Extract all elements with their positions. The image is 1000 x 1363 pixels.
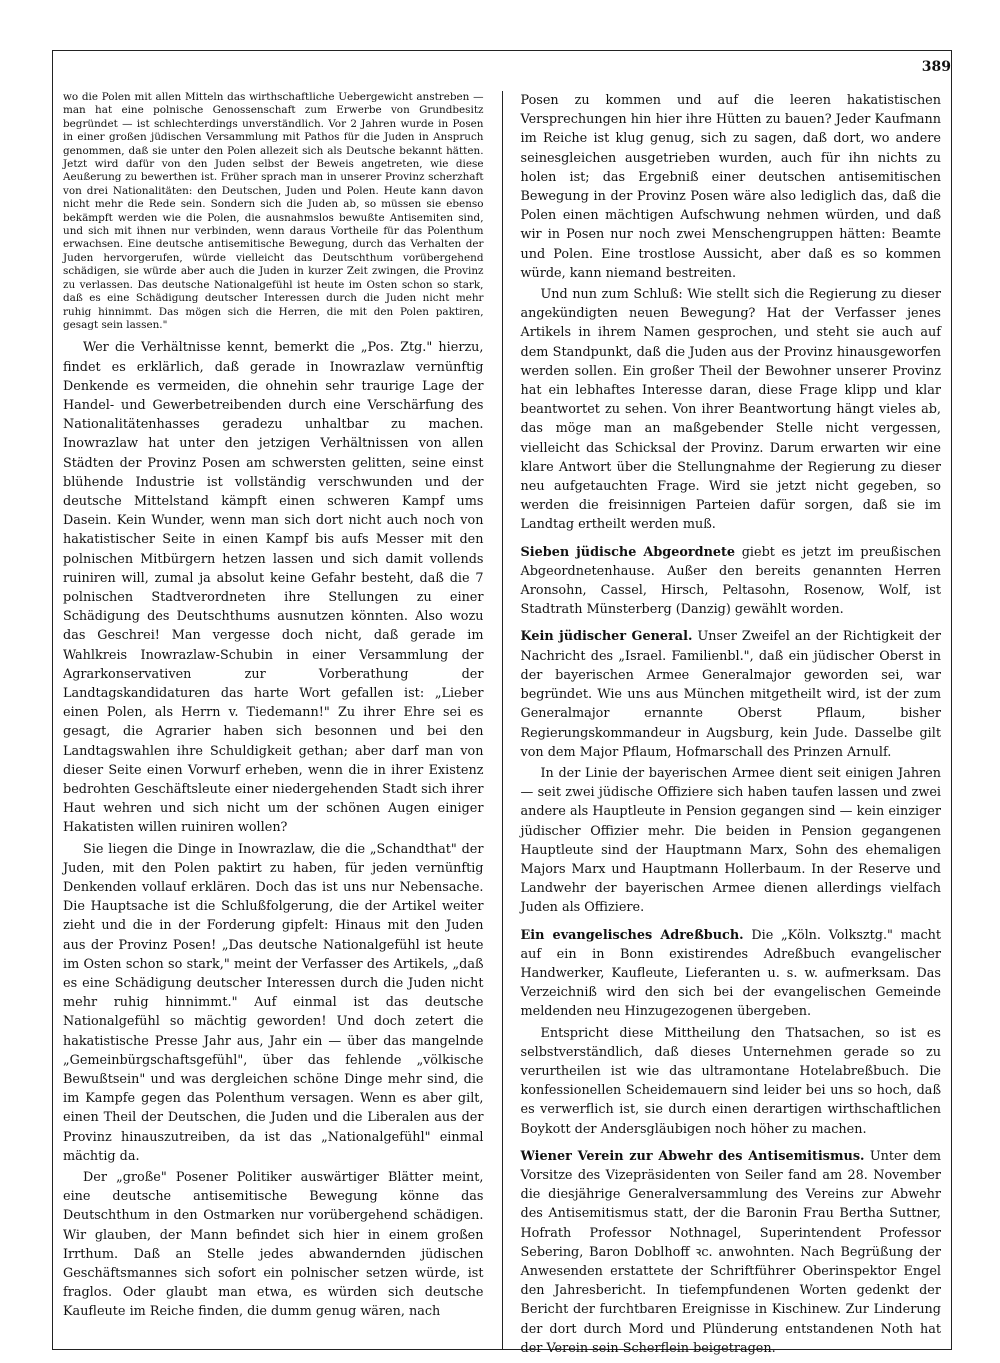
paragraph: Und nun zum Schluß: Wie stellt sich die Regierung zu dieser angekündigten neuen Bewegung? Hat der Verfasser jenes Artikels in ihrem Namen gesprochen, und steht sie auch auf dem Standpunkt, daß die Juden aus der Provinz hinausgeworfen werden sollen. Ein großer Theil der Bewohner unserer Provinz hat ein lebhaftes Interesse daran, diese Frage klipp und klar beantwortet zu sehen. Von ihrer Beantwortung hängt vieles ab, das möge man an maßgebender Stelle nicht vergessen, vielleicht das Schicksal der Provinz. Darum erwarten wir eine klare Antwort über die Stellungnahme der Regierung zu dieser neu aufgetauchten Frage. Wird sie jetzt nicht gegeben, so werden die freisinnigen Parteien dafür sorgen, daß sie im Landtag ertheilt werden muß.: [520, 287, 941, 533]
news-text: Unter dem Vorsitze des Vizepräsidenten von Seiler fand am 28. November die diesjährige Generalversammlung des Vereins zur Abwehr des Antisemitismus statt, der die Baronin Frau Bertha Suttner, Hofrath Professor Nothnagel, Superintendent Professor Sebering, Baron Doblhoff ꝛc. anwohnten. Nach Begrüßung der Anwesenden erstattete der Schriftführer Oberinspektor Engel den Jahresbericht. In tiefempfundenen Worten gedenkt der Bericht der furchtbaren Ereignisse in Kischinew. Zur Linderung der dort durch Mord und Plünderung entstandenen Noth hat der Verein sein Scherflein beigetragen.: [520, 1148, 941, 1356]
paragraph: Sie liegen die Dinge in Inowrazlaw, die die „Schandthat" der Juden, mit den Polen paktirt zu haben, für jeden vernünftig Denkenden vollauf erklären. Doch das ist uns nur Nebensache. Die Hauptsache ist die Schlußfolgerung, die der Artikel weiter zieht und die in der Forderung gipfelt: Hinaus mit den Juden aus der Provinz Posen! „Das deutsche Nationalgefühl ist heute im Osten schon so stark," meint der Verfasser des Artikels, „daß es eine Schädigung deutscher Interessen durch die Juden nicht mehr ruhig hinnimmt." Auf einmal ist das deutsche Nationalgefühl so mächtig geworden! Und doch zetert die hakatistische Presse Jahr aus, Jahr ein — über das mangelnde „Gemeinbürgschaftsgefühl", über das fehlende „völkische Bewußtsein" und was dergleichen schöne Dinge mehr sind, die im Kampfe gegen das Polenthum versagen. Wenn es aber gilt, einen Theil der Deutschen, die Juden und die Liberalen aus der Provinz hinauszutreiben, da ist das „Nationalgefühl" einmal mächtig da.: [63, 841, 484, 1164]
news-item-jewish-deputies: [521, 543, 942, 620]
paragraph: Wer die Verhältnisse kennt, bemerkt die „Pos. Ztg." hierzu, findet es erklärlich, daß gerade in Inowrazlaw vernünftig Denkende es vermeiden, die ohnehin sehr traurige Lage der Handel- und Gewerbetreibenden durch eine Verschärfung des Nationalitätenhasses geradezu unhaltbar zu machen. Inowrazlaw hat unter den jetzigen Verhältnissen von allen Städten der Provinz Posen am schwersten gelitten, seine einst blühende Industrie ist vollständig verschwunden und der deutsche Mittelstand kämpft einen schweren Kampf ums Dasein. Kein Wunder, wenn man sich dort nicht auch noch von hakatistischer Seite in einen Kampf bis aufs Messer mit den polnischen Mitbürgern hetzen lassen und sich damit vollends ruiniren will, zumal ja absolut keine Gefahr besteht, daß die 7 polnischen Stadtverordneten ihre Stellungen zu einer Schädigung des Deutschthums ausnutzen könnten. Also wozu das Geschrei! Man vergesse doch nicht, daß gerade im Wahlkreis Inowrazlaw-Schubin in einer Versammlung der Agrarkonservativen zur Vorberathung der Landtagskandidaturen das harte Wort gefallen ist: „Lieber einen Polen, als Herrn v. Tiedemann!" Zu ihrer Ehre sei es gesagt, die Agrarier haben sich besonnen und bei den Landtagswahlen ihre Schuldigkeit gethan; aber darf man von dieser Seite einen Vorwurf erheben, wenn die in ihrer Existenz bedrohten Geschäftsleute einer niedergehenden Stadt sich ihrer Haut wehren und sich nicht um der schönen Augen einiger Hakatisten willen ruiniren wollen?: [63, 340, 484, 836]
news-headline: Ein evangelisches Adreßbuch.: [520, 927, 744, 943]
news-item-address-book: [521, 926, 942, 1022]
news-headline: Sieben jüdische Abgeordnete: [520, 544, 736, 560]
news-headline: Kein jüdischer General.: [520, 629, 693, 645]
paragraph: In der Linie der bayerischen Armee dient seit einigen Jahren — seit zwei jüdische Offiziere sich haben taufen lassen und zwei andere als Hauptleute in Pension gegangen sind — kein einziger jüdischer Offizier mehr. Die beiden in Pension gegangenen Hauptleute sind der Hauptmann Marx, Sohn des ehemaligen Majors Marx und Hauptmann Hollerbaum. In der Reserve und Landwehr der bayerischen Armee dienen allerdings vielfach Juden als Offiziere.: [520, 765, 941, 916]
news-text: giebt es jetzt im preußischen Abgeordnetenhause. Außer den bereits genannten Herren Aronsohn, Cassel, Hirsch, Peltasohn, Rosenow, Wolf, ist Stadtrath Münsterberg (Danzig) gewählt worden.: [520, 544, 941, 618]
page-number: 389: [921, 59, 951, 75]
left-column: [63, 91, 484, 1349]
newspaper-page: [52, 50, 952, 1356]
right-column: [520, 91, 942, 1356]
text-columns: [63, 91, 941, 1356]
paragraph: Posen zu kommen und auf die leeren hakatistischen Versprechungen hin hier ihre Hütten zu bauen? Jeder Kaufmann im Reiche ist klug genug, sich zu sagen, daß dort, wo andere seinesgleichen ausgetrieben wurden, auch für ihn nichts zu holen ist; das Ergebniß einer deutschen antisemitischen Bewegung in der Provinz Posen wäre also lediglich das, daß die Polen einen mächtigen Aufschwung nehmen würden, und daß wir in Posen nur noch zwei Menschengruppen hätten: Beamte und Polen. Eine trostlose Aussicht, aber daß es so kommen würde, kann niemand bestreiten.: [520, 93, 941, 281]
news-item-jewish-general: [521, 627, 942, 761]
news-item-vienna-association: [521, 1147, 942, 1358]
column-divider: [502, 91, 503, 1349]
quoted-article-excerpt: wo die Polen mit allen Mitteln das wirthschaftliche Uebergewicht anstreben — man hat eine polnische Genossenschaft zum Erwerbe von Grundbesitz begründet — ist schlechterdings unverständlich. Vor 2 Jahren wurde in Posen in einer großen jüdischen Versammlung mit Pathos für die Juden in Anspruch genommen, daß sie unter den Polen allezeit sich als Deutsche bekannt hätten. Jetzt wird dafür von den Juden selbst der Beweis angetreten, wie diese Aeußerung zu bewerthen ist. Früher sprach man in unserer Provinz scherzhaft von drei Nationalitäten: den Deutschen, Juden und Polen. Heute kann davon nicht mehr die Rede sein. Sondern sich die Juden ab, so müssen sie ebenso bekämpft werden wie die Polen, die ausnahmslos bewußte Antisemiten sind, und sich mit ihnen nur verbinden, wenn daraus Vortheile für das Polenthum erwachsen. Eine deutsche antisemitische Bewegung, durch das Verhalten der Juden hervorgerufen, würde vielleicht das Deutschthum vorübergehend schädigen, sie würde aber auch die Juden in kurzer Zeit zwingen, die Provinz zu verlassen. Das deutsche Nationalgefühl ist heute im Osten schon so stark, daß es eine Schädigung deutscher Interessen durch die Juden nicht mehr ruhig hinnimmt. Das mögen sich die Herren, die mit den Polen paktiren, gesagt sein lassen.": [63, 91, 484, 331]
news-text: Die „Köln. Volksztg." macht auf ein in Bonn existirendes Adreßbuch evangelischer Handwerker, Kaufleute, Lieferanten u. s. w. aufmerksam. Das Verzeichniß wird den sich bei der evangelischen Gemeinde meldenden neu Hinzugezogenen übergeben.: [520, 927, 941, 1020]
news-text: Unser Zweifel an der Richtigkeit der Nachricht des „Israel. Familienbl.", daß ein jüdischer Oberst in der bayerischen Armee Generalmajor geworden sei, war begründet. Wie uns aus München mitgetheilt wird, ist der zum Generalmajor ernannte Oberst Pflaum, bisher Regierungskommandeur in Augsburg, kein Jude. Dasselbe gilt von dem Major Pflaum, Hofmarschall des Prinzen Arnulf.: [520, 629, 941, 760]
paragraph: Der „große" Posener Politiker auswärtiger Blätter meint, eine deutsche antisemitische Bewegung könne das Deutschthum in den Ostmarken nur vorübergehend schädigen. Wir glauben, der Mann befindet sich hier in einem großen Irrthum. Daß an Stelle jedes abwandernden jüdischen Geschäftsmannes sich sofort ein polnischer setzen würde, ist fraglos. Oder glaubt man etwa, es würden sich deutsche Kaufleute im Reiche finden, die dumm genug wären, nach: [63, 1170, 484, 1320]
paragraph: Entspricht diese Mittheilung den Thatsachen, so ist es selbstverständlich, daß dieses Unternehmen gerade so zu verurtheilen ist wie das ultramontane Hotelabreßbuch. Die konfessionellen Scheidemauern sind leider bei uns so hoch, daß es verwerflich ist, sie durch einen derartigen wirthschaftlichen Boykott der Andersgläubigen noch höher zu machen.: [520, 1025, 941, 1137]
news-headline: Wiener Verein zur Abwehr des Antisemitismus.: [520, 1148, 865, 1164]
